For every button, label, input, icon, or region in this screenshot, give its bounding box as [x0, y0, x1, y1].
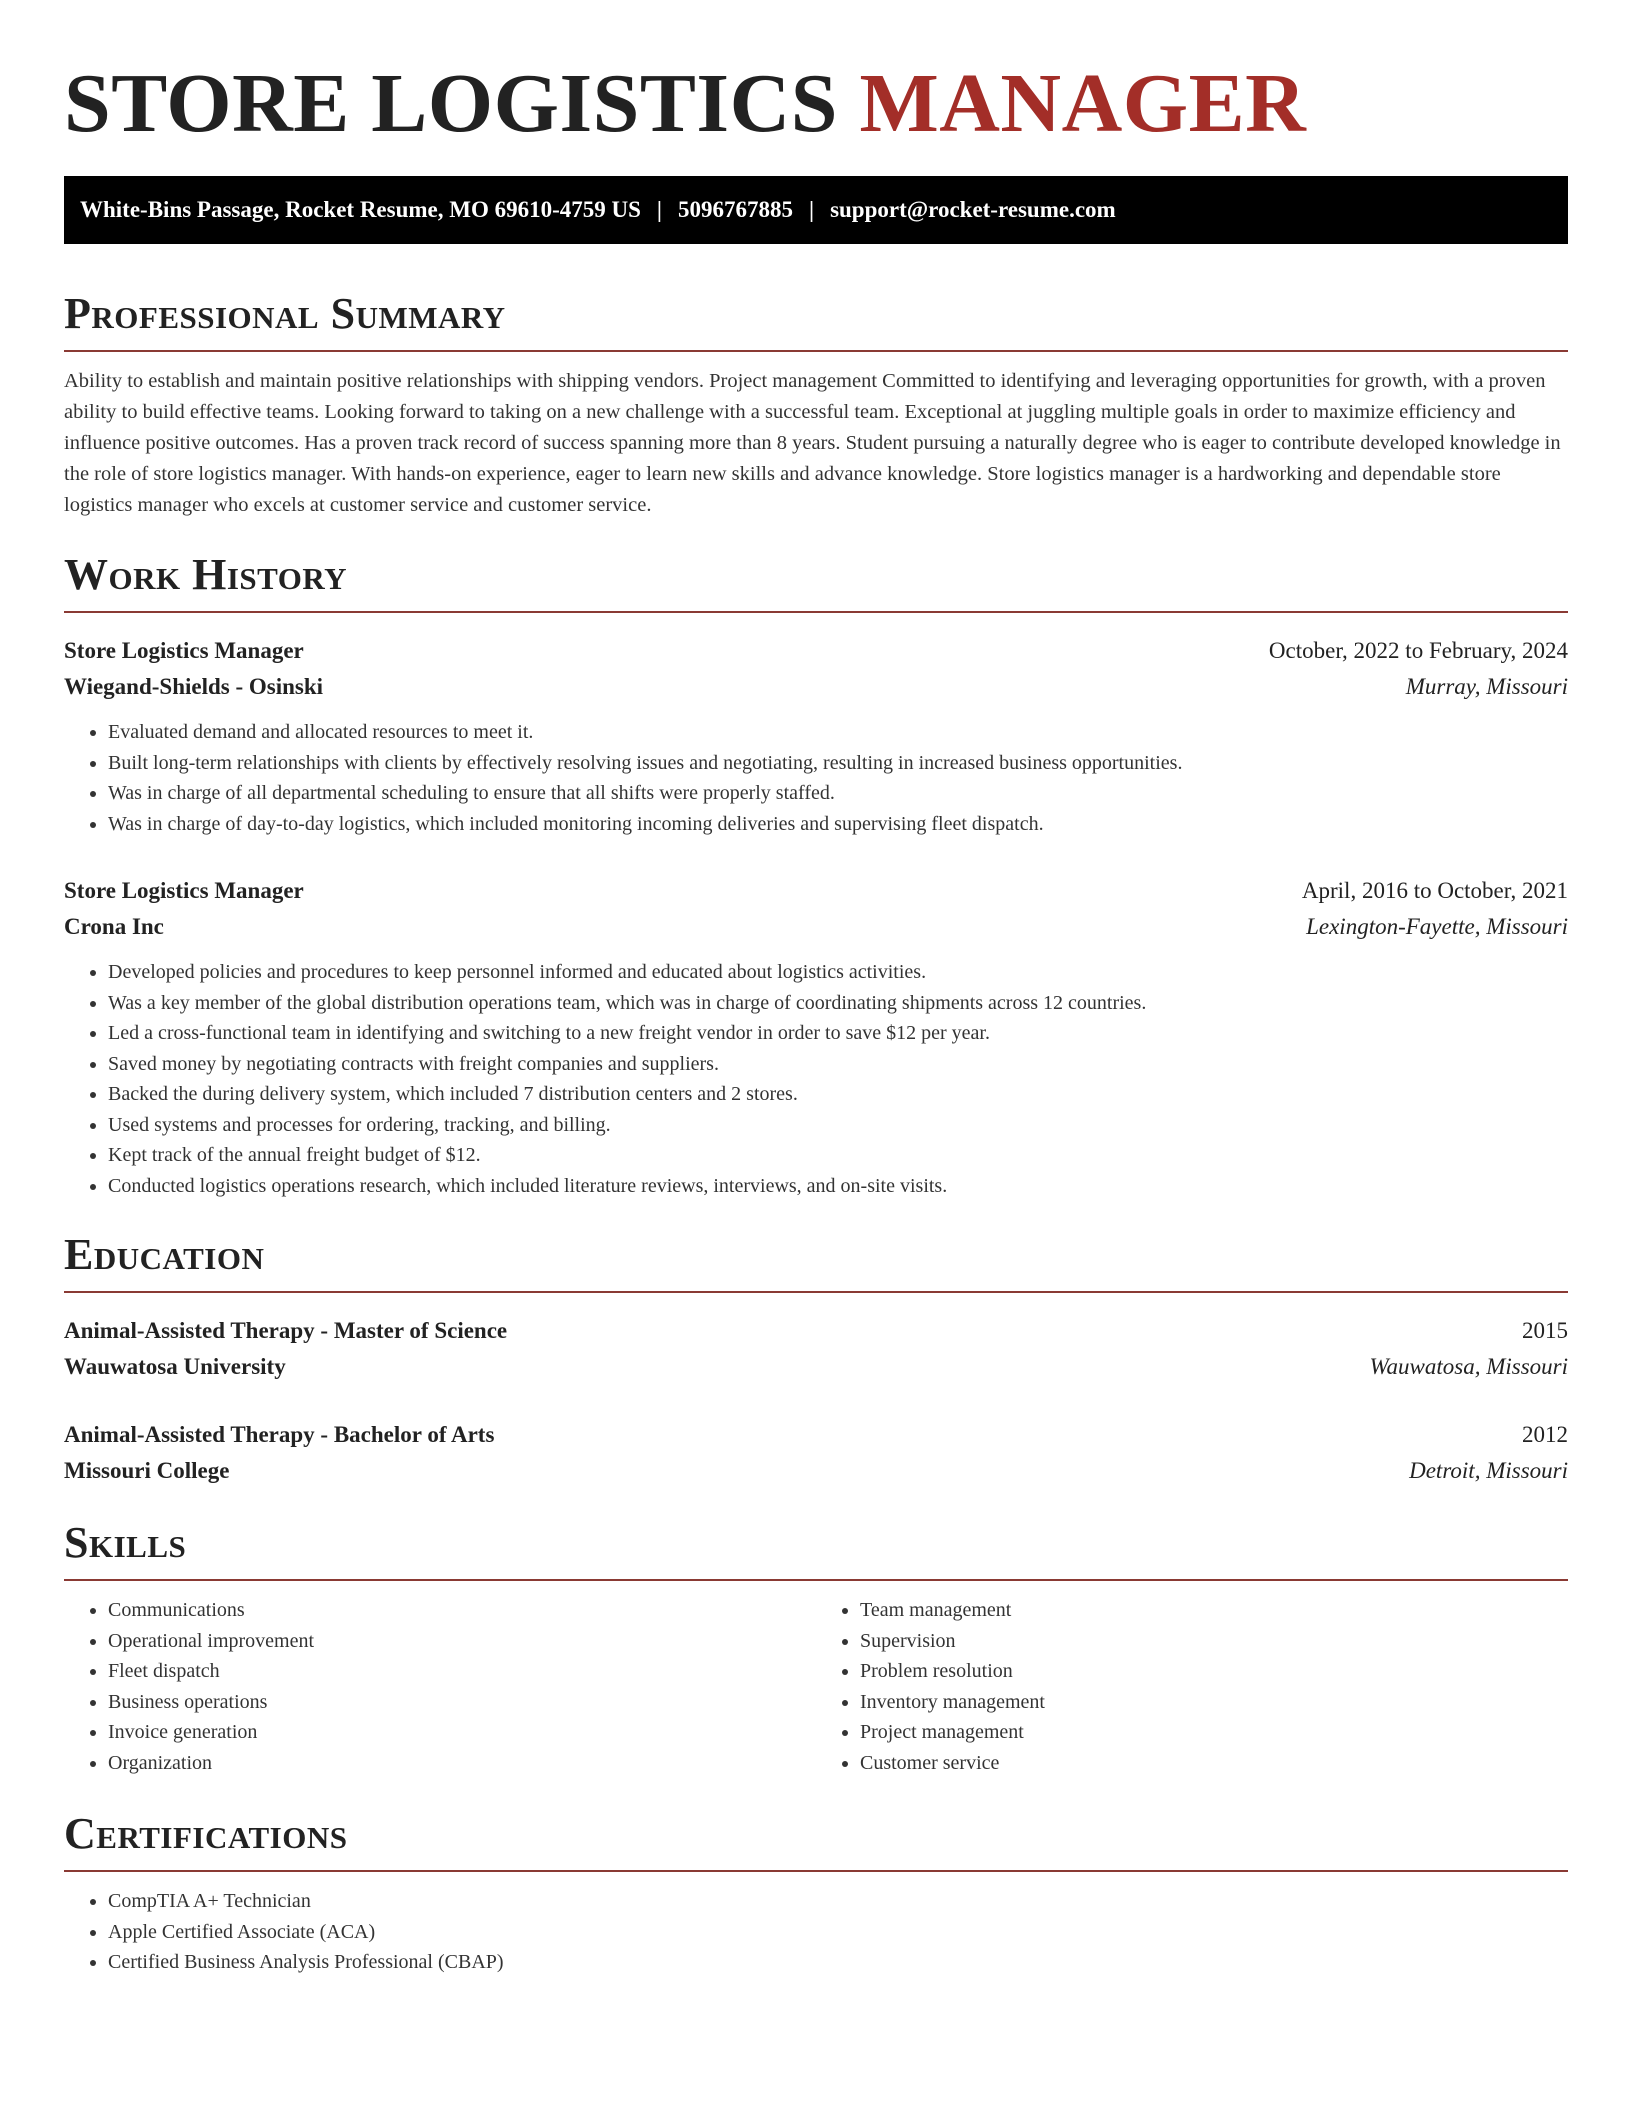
skill-item: • Fleet dispatch — [108, 1656, 816, 1687]
skills-heading: Skills — [64, 1517, 1568, 1581]
job-company-row — [64, 909, 1568, 945]
certifications-heading: Certifications — [64, 1808, 1568, 1872]
list-item: • Was in charge of day-to-day logistics, which included monitoring incoming deliveries and supervising fleet dispatch. — [108, 809, 1568, 840]
education-school-row — [64, 1453, 1568, 1489]
job-location: Lexington-Fayette, Missouri — [1306, 914, 1568, 939]
job-title: Store Logistics Manager — [64, 878, 304, 903]
summary-heading: Professional Summary — [64, 288, 1568, 352]
job-dates: April, 2016 to October, 2021 — [1301, 878, 1568, 903]
skill-item: • Customer service — [860, 1748, 1568, 1779]
job-company: Crona Inc — [64, 914, 164, 939]
job-header-row — [64, 633, 1568, 669]
contact-phone: 5096767885 — [677, 197, 793, 222]
skill-item: • Operational improvement — [108, 1626, 816, 1657]
list-item: • Was in charge of all departmental scheduling to ensure that all shifts were properly staffed. — [108, 778, 1568, 809]
work-history-heading: Work History — [64, 549, 1568, 613]
job-location: Murray, Missouri — [1405, 674, 1568, 699]
job-bullets — [64, 957, 1568, 1201]
title-first: STORE LOGISTICS — [64, 57, 838, 150]
certifications-list — [64, 1886, 1568, 1978]
summary-section — [64, 288, 1568, 521]
skill-item: • Invoice generation — [108, 1717, 816, 1748]
education-school-row — [64, 1349, 1568, 1385]
education-school: Wauwatosa University — [64, 1354, 286, 1379]
education-location: Detroit, Missouri — [1409, 1458, 1568, 1483]
list-item: • Conducted logistics operations research, which included literature reviews, interviews, and on-site visits. — [108, 1171, 1568, 1202]
list-item: • Saved money by negotiating contracts with freight companies and suppliers. — [108, 1049, 1568, 1080]
skill-item: • Project management — [860, 1717, 1568, 1748]
education-year: 2015 — [1522, 1318, 1568, 1343]
education-degree: Animal-Assisted Therapy - Bachelor of Arts — [64, 1422, 495, 1447]
title-second: MANAGER — [859, 57, 1307, 150]
skill-item: • Team management — [860, 1595, 1568, 1626]
contact-separator: | — [656, 197, 662, 222]
education-degree: Animal-Assisted Therapy - Master of Science — [64, 1318, 508, 1343]
job-entry — [64, 633, 1568, 839]
list-item: • Built long-term relationships with clients by effectively resolving issues and negotiating, resulting in increased business opportunities. — [108, 748, 1568, 779]
education-heading: Education — [64, 1229, 1568, 1293]
skill-item: • Problem resolution — [860, 1656, 1568, 1687]
education-degree-row — [64, 1417, 1568, 1453]
job-header-row — [64, 873, 1568, 909]
skill-item: • Inventory management — [860, 1687, 1568, 1718]
job-title: Store Logistics Manager — [64, 638, 304, 663]
certifications-section — [64, 1808, 1568, 1978]
skills-list-right — [816, 1595, 1568, 1778]
certification-item: • CompTIA A+ Technician — [108, 1886, 1568, 1917]
education-year: 2012 — [1522, 1422, 1568, 1447]
skills-section — [64, 1517, 1568, 1778]
list-item: • Developed policies and procedures to keep personnel informed and educated about logistics activities. — [108, 957, 1568, 988]
skills-grid — [64, 1595, 1568, 1778]
certification-item: • Certified Business Analysis Professional (CBAP) — [108, 1947, 1568, 1978]
summary-text: Ability to establish and maintain positive relationships with shipping vendors. Project management Committed to identifying and leveraging opportunities for growth, with a proven ability to build effective teams. Looking forward to taking on a new challenge with a successful team. Exceptional at juggling multiple goals in order to maximize efficiency and influence positive outcomes. Has a proven track record of success spanning more than 8 years. Student pursuing a naturally degree who is eager to contribute developed knowledge in the role of store logistics manager. With hands-on experience, eager to learn new skills and advance knowledge. Store logistics manager is a hardworking and dependable store logistics manager who excels at customer service and customer service. — [64, 370, 1561, 516]
contact-email: support@rocket-resume.com — [830, 197, 1116, 222]
skill-item: • Communications — [108, 1595, 816, 1626]
job-company-row — [64, 669, 1568, 705]
contact-bar — [64, 176, 1568, 244]
skill-item: • Supervision — [860, 1626, 1568, 1657]
list-item: • Used systems and processes for ordering, tracking, and billing. — [108, 1110, 1568, 1141]
education-entry — [64, 1313, 1568, 1385]
education-location: Wauwatosa, Missouri — [1369, 1354, 1568, 1379]
list-item: • Was a key member of the global distribution operations team, which was in charge of coordinating shipments across 12 countries. — [108, 988, 1568, 1019]
contact-separator: | — [808, 197, 815, 222]
education-degree-row — [64, 1313, 1568, 1349]
education-entry — [64, 1417, 1568, 1489]
skill-item: • Business operations — [108, 1687, 816, 1718]
job-company: Wiegand-Shields - Osinski — [64, 674, 324, 699]
list-item: • Led a cross-functional team in identifying and switching to a new freight vendor in order to save $12 per year. — [108, 1018, 1568, 1049]
page-title — [64, 0, 1568, 154]
work-history-section — [64, 549, 1568, 1201]
list-item: • Kept track of the annual freight budget of $12. — [108, 1140, 1568, 1171]
list-item: • Evaluated demand and allocated resources to meet it. — [108, 717, 1568, 748]
skill-item: • Organization — [108, 1748, 816, 1779]
contact-address: White-Bins Passage, Rocket Resume, MO 69610-4759 US — [80, 197, 641, 222]
education-section — [64, 1229, 1568, 1489]
certification-item: • Apple Certified Associate (ACA) — [108, 1917, 1568, 1948]
job-bullets — [64, 717, 1568, 839]
job-entry — [64, 873, 1568, 1201]
skills-list-left — [64, 1595, 816, 1778]
list-item: • Backed the during delivery system, which included 7 distribution centers and 2 stores. — [108, 1079, 1568, 1110]
job-dates: October, 2022 to February, 2024 — [1268, 638, 1568, 663]
education-school: Missouri College — [64, 1458, 230, 1483]
